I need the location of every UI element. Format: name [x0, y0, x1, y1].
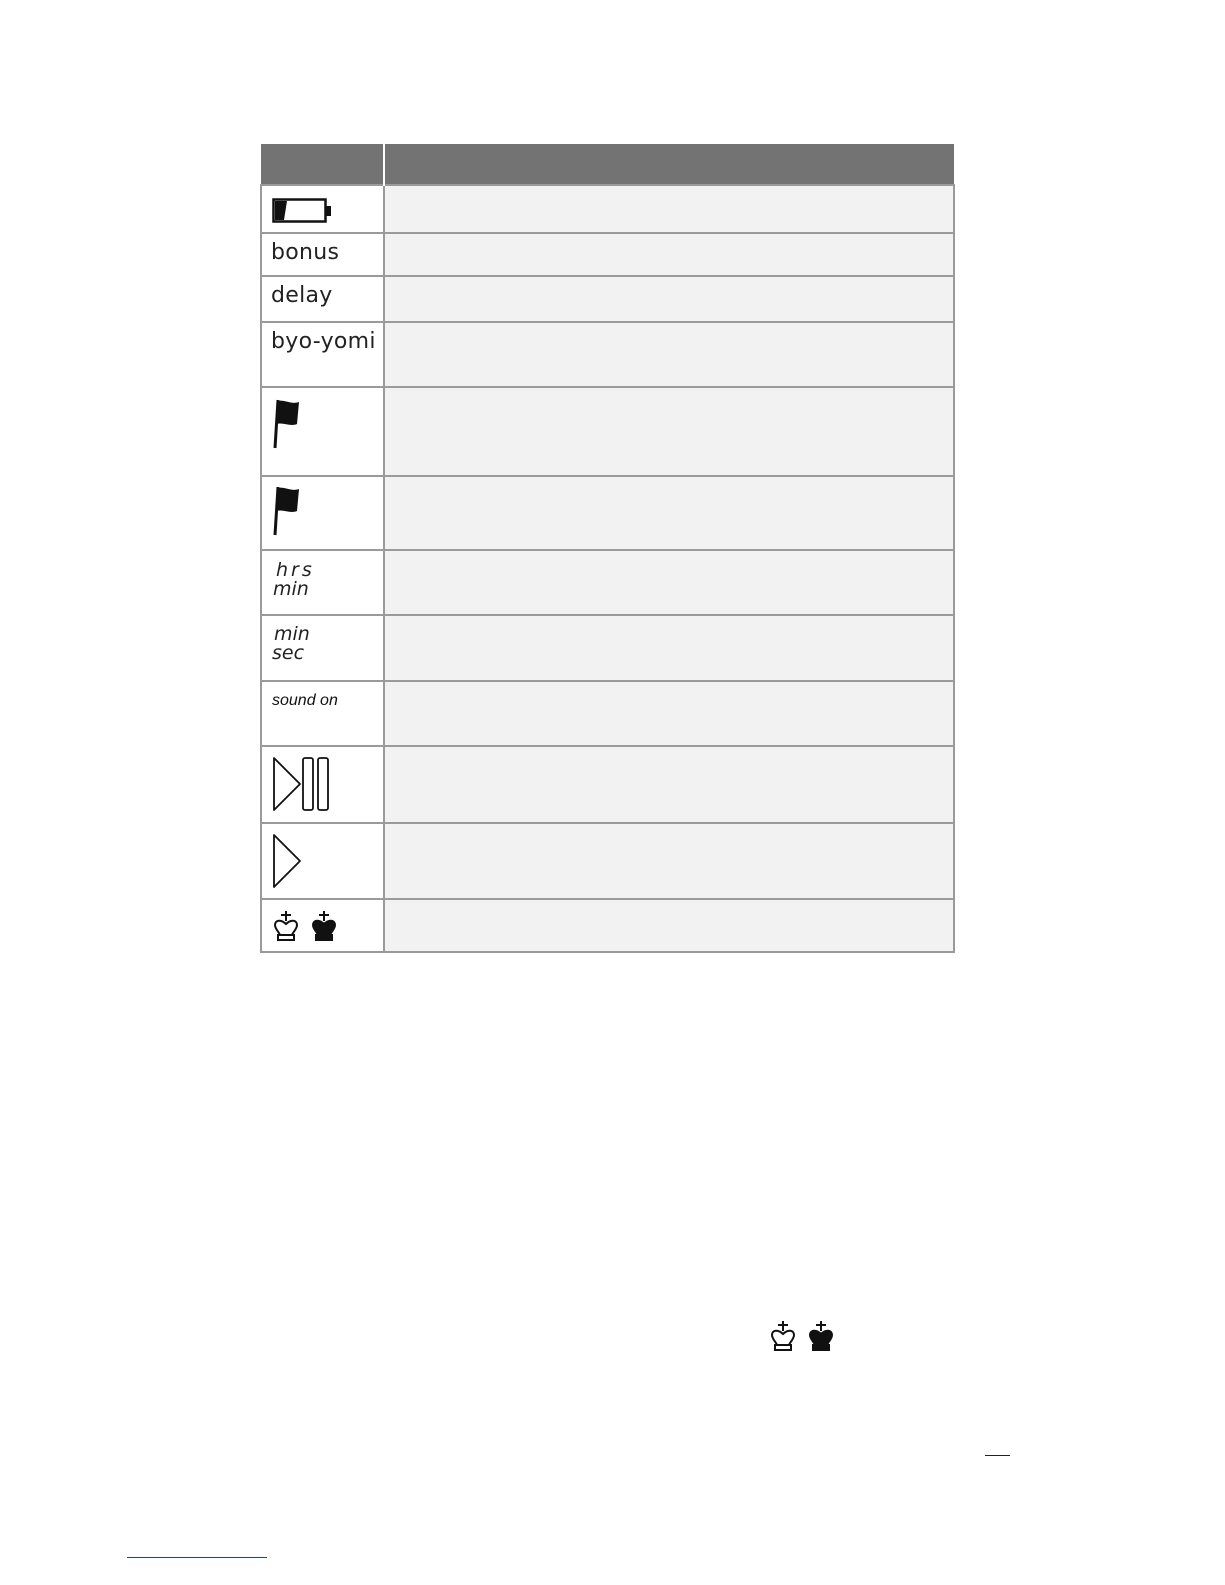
page-number-rule [985, 1455, 1010, 1456]
description-cell [384, 233, 954, 276]
description-cell [384, 823, 954, 899]
description-cell [384, 322, 954, 387]
play-icon [272, 833, 306, 894]
description-cell [384, 276, 954, 322]
description-cell [384, 550, 954, 615]
header-symbol [261, 144, 384, 185]
table-row [261, 899, 954, 952]
table-row [261, 681, 954, 746]
byo-yomi-label: byo-yomi [271, 329, 376, 354]
kings-icon [768, 1320, 840, 1357]
table-row [261, 276, 954, 322]
table-row [261, 387, 954, 476]
description-cell [384, 476, 954, 550]
play-pause-icon [272, 756, 342, 817]
table-row [261, 322, 954, 387]
min-label: min [273, 578, 309, 600]
header-description [384, 144, 954, 185]
table-row [261, 746, 954, 823]
kings-icon [271, 910, 343, 947]
flag-icon [271, 485, 303, 542]
description-cell [384, 387, 954, 476]
symbol-table [260, 144, 955, 953]
table-row [261, 185, 954, 233]
description-cell [384, 185, 954, 233]
table-row [261, 476, 954, 550]
hrs-label: hrs [276, 559, 315, 581]
table-header [261, 144, 954, 185]
battery-icon [272, 198, 332, 229]
table-row [261, 823, 954, 899]
delay-label: delay [271, 283, 333, 308]
table-row [261, 615, 954, 681]
min-label: min [274, 623, 310, 645]
bonus-label: bonus [271, 240, 340, 265]
table-row [261, 233, 954, 276]
link-underline[interactable] [127, 1557, 267, 1558]
table-row [261, 550, 954, 615]
description-cell [384, 746, 954, 823]
description-cell [384, 899, 954, 952]
sound-on-label: sound on [272, 692, 338, 709]
description-cell [384, 681, 954, 746]
flag-icon [271, 398, 303, 455]
sec-label: sec [272, 642, 305, 664]
description-cell [384, 615, 954, 681]
